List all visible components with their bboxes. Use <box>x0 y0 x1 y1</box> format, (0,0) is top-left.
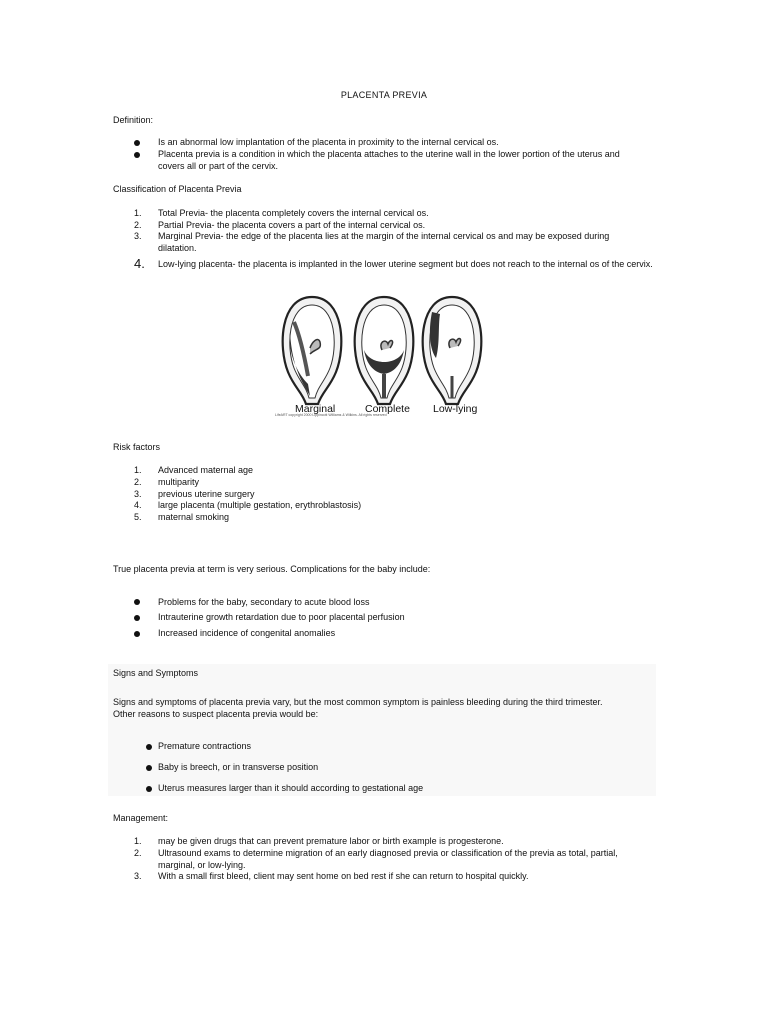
list-number: 3. <box>134 871 142 881</box>
definition-item: Placenta previa is a condition in which the placenta attaches to the uterine wall in the lower portion of the uterus and covers all or part of the cervix. <box>158 149 620 171</box>
complications-intro: True placenta previa at term is very serious. Complications for the baby include: <box>113 564 431 574</box>
bullet-icon <box>146 765 152 771</box>
figure-label-low-lying: Low-lying <box>433 403 478 415</box>
bullet-icon <box>134 615 140 621</box>
list-number: 3. <box>134 231 142 241</box>
uterus-complete-illustration <box>355 297 414 404</box>
bullet-icon <box>134 152 140 158</box>
management-item: With a small first bleed, client may sent home on bed rest if she can return to hospital quickly. <box>158 871 529 881</box>
list-number: 2. <box>134 477 142 487</box>
bullet-icon <box>134 599 140 605</box>
sign-item: Uterus measures larger than it should according to gestational age <box>158 783 424 793</box>
uterus-low-lying-illustration <box>423 297 482 404</box>
signs-section-background <box>108 664 656 796</box>
risk-factor-item: Advanced maternal age <box>158 465 254 475</box>
complication-item: Intrauterine growth retardation due to poor placental perfusion <box>158 612 405 622</box>
list-number: 4. <box>134 256 145 271</box>
figure-label-complete: Complete <box>365 403 410 415</box>
management-item: may be given drugs that can prevent premature labor or birth example is progesterone. <box>158 836 504 846</box>
list-number: 1. <box>134 836 142 846</box>
classification-item: Marginal Previa- the edge of the placenta lies at the margin of the internal cervical os and may be exposed during dilatation. <box>158 231 610 253</box>
figure-copyright: LifeART copyright 2000 Lippincott Williams & Wilkins. All rights reserved <box>275 413 387 417</box>
page-title: PLACENTA PREVIA <box>340 90 428 100</box>
placenta-previa-figure <box>270 292 500 417</box>
list-number: 5. <box>134 512 142 522</box>
sign-item: Premature contractions <box>158 741 252 751</box>
bullet-icon <box>146 744 152 750</box>
classification-item: Low-lying placenta- the placenta is implanted in the lower uterine segment but does not reach to the internal os of the cervix. <box>158 259 653 269</box>
classification-heading: Classification of Placenta Previa <box>113 184 242 194</box>
list-number: 3. <box>134 489 142 499</box>
risk-factors-heading: Risk factors <box>113 442 161 452</box>
list-number: 1. <box>134 465 142 475</box>
uterus-marginal-illustration <box>283 297 342 404</box>
definition-item: Is an abnormal low implantation of the placenta in proximity to the internal cervical os. <box>158 137 499 147</box>
bullet-icon <box>146 786 152 792</box>
complication-item: Increased incidence of congenital anomalies <box>158 628 336 638</box>
risk-factor-item: previous uterine surgery <box>158 489 255 499</box>
signs-heading: Signs and Symptoms <box>113 668 199 678</box>
list-number: 2. <box>134 848 142 858</box>
classification-item: Total Previa- the placenta completely covers the internal cervical os. <box>158 208 429 218</box>
sign-item: Baby is breech, or in transverse position <box>158 762 319 772</box>
bullet-icon <box>134 631 140 637</box>
management-item: Ultrasound exams to determine migration of an early diagnosed previa or classification of the previa as total, partial, marginal, or low-lying. <box>158 848 618 870</box>
risk-factor-item: maternal smoking <box>158 512 230 522</box>
list-number: 1. <box>134 208 142 218</box>
list-number: 2. <box>134 220 142 230</box>
classification-item: Partial Previa- the placenta covers a part of the internal cervical os. <box>158 220 426 230</box>
figure-label-marginal: Marginal <box>295 403 336 415</box>
risk-factor-item: multiparity <box>158 477 200 487</box>
management-heading: Management: <box>113 813 169 823</box>
list-number: 4. <box>134 500 142 510</box>
signs-intro: Signs and symptoms of placenta previa vary, but the most common symptom is painless bleeding during the third trimester. Other reasons to suspect placenta previa would be: <box>113 697 603 719</box>
definition-heading: Definition: <box>113 115 154 125</box>
bullet-icon <box>134 140 140 146</box>
complication-item: Problems for the baby, secondary to acute blood loss <box>158 597 370 607</box>
risk-factor-item: large placenta (multiple gestation, erythroblastosis) <box>158 500 362 510</box>
